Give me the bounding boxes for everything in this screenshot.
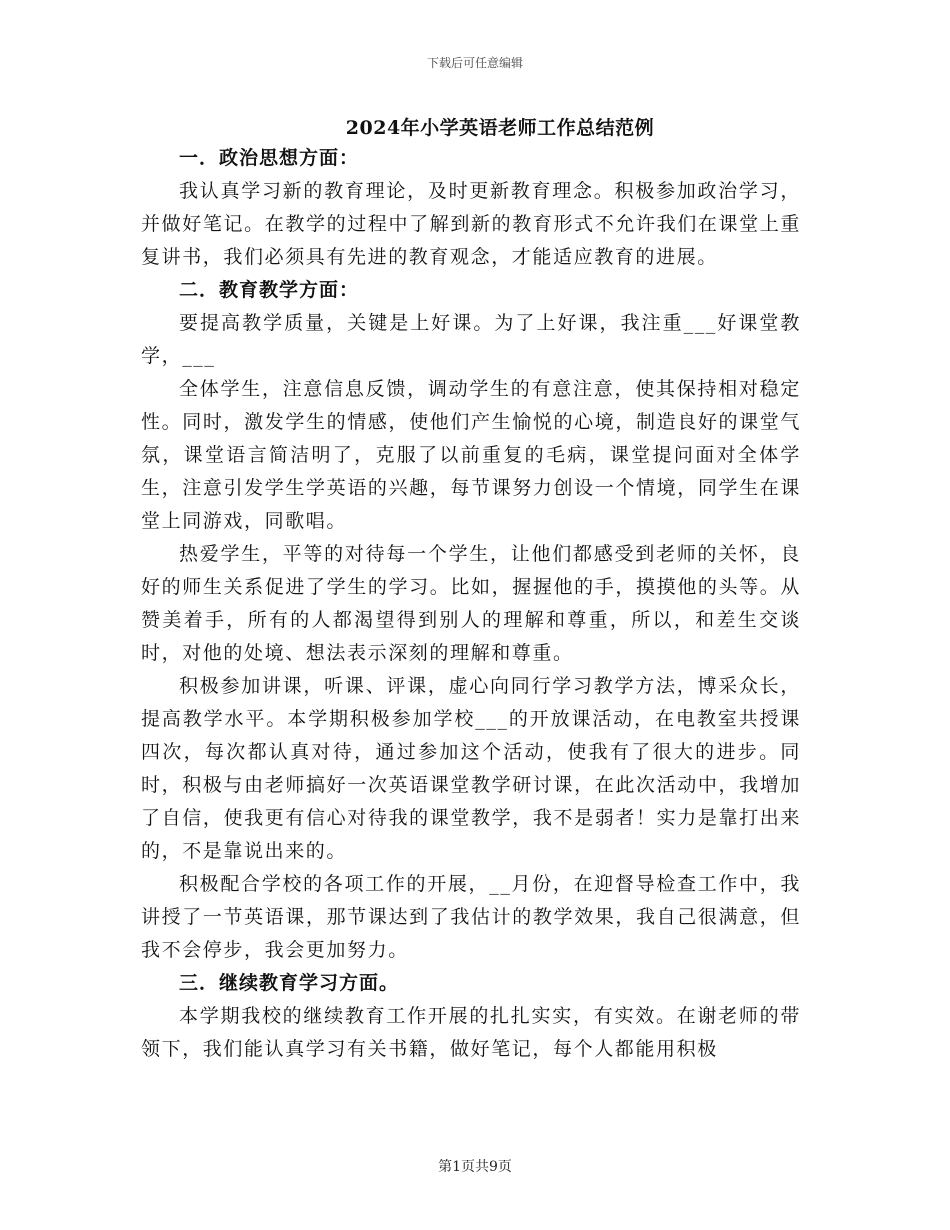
paragraph-teaching-quality: 要提高教学质量，关键是上好课。为了上好课，我注重___好课堂教学，___ xyxy=(141,312,801,367)
paragraph-school-cooperation: 积极配合学校的各项工作的开展，__月份，在迎督导检查工作中，我讲授了一节英语课，那节课达到了我估计的教学效果，我自己很满意，但我不会停步，我会更加努力。 xyxy=(141,873,801,961)
paragraph-lesson-participation: 积极参加讲课，听课、评课，虚心向同行学习教学方法，博采众长，提高教学水平。本学期积极参加学校___的开放课活动，在电教室共授课四次，每次都认真对待，通过参加这个活动，使我有了很大的进步。同时，积极与由老师搞好一次英语课堂教学研讨课，在此次活动中，我增加了自信，使我更有信心对待我的课堂教学，我不是弱者！实力是靠打出来的，不是靠说出来的。 xyxy=(141,675,801,862)
document-body xyxy=(141,142,801,1066)
paragraph-politics: 我认真学习新的教育理论，及时更新教育理念。积极参加政治学习，并做好笔记。在教学的过程中了解到新的教育形式不允许我们在课堂上重复讲书，我们必须具有先进的教育观念，才能适应教育的进展。 xyxy=(141,180,801,268)
paragraph-love-students: 热爱学生，平等的对待每一个学生，让他们都感受到老师的关怀，良好的师生关系促进了学生的学习。比如，握握他的手，摸摸他的头等。从赞美着手，所有的人都渴望得到别人的理解和尊重，所以，和差生交谈时，对他的处境、想法表示深刻的理解和尊重。 xyxy=(141,543,801,664)
section-heading-continuing-education: 三．继续教育学习方面。 xyxy=(179,972,400,994)
paragraph-whole-class: 全体学生，注意信息反馈，调动学生的有意注意，使其保持相对稳定性。同时，激发学生的情感，使他们产生愉悦的心境，制造良好的课堂气氛，课堂语言简洁明了，克服了以前重复的毛病，课堂提问面对全体学生，注意引发学生学英语的兴趣，每节课努力创设一个情境，同学生在课堂上同游戏，同歌唱。 xyxy=(141,378,801,532)
download-note: 下载后可任意编辑 xyxy=(426,56,523,70)
section-heading-teaching: 二．教育教学方面： xyxy=(179,279,360,301)
section-heading-politics: 一．政治思想方面： xyxy=(179,147,360,169)
page-number: 第1页共9页 xyxy=(438,1159,512,1175)
document-title: 2024年小学英语老师工作总结范例 xyxy=(345,117,655,139)
paragraph-continuing-education: 本学期我校的继续教育工作开展的扎扎实实，有实效。在谢老师的带领下，我们能认真学习有关书籍，做好笔记，每个人都能用积极 xyxy=(141,1005,801,1060)
